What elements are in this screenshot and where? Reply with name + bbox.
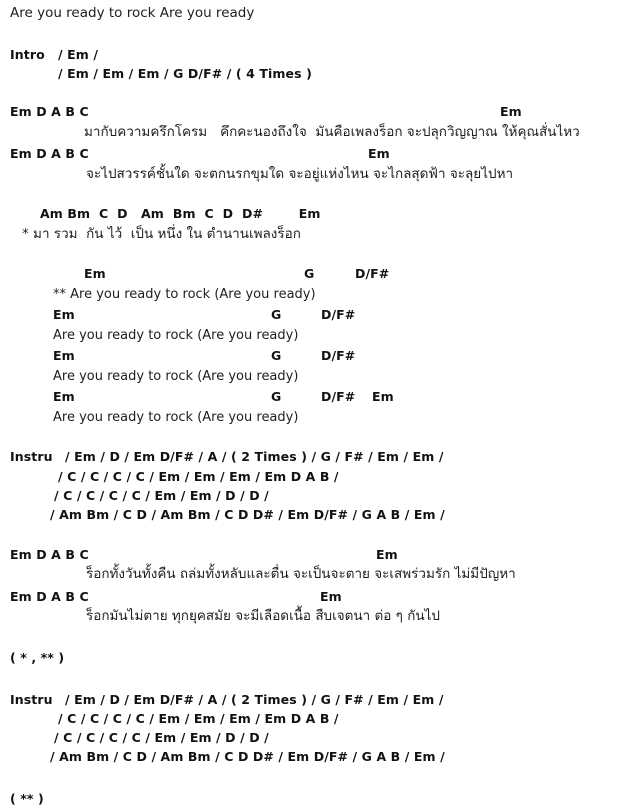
intro-line-2: / Em / Em / Em / G D/F# / ( 4 Times ) bbox=[58, 66, 312, 81]
song-title-line: Are you ready to rock Are you ready bbox=[10, 5, 255, 21]
chorus-row-1-chord-em: Em bbox=[84, 266, 106, 281]
verse2-line2-chord-right: Em bbox=[320, 589, 342, 604]
verse1-line2-lyric: จะไปสวรรค์ชั้นใด จะตกนรกขุมใด จะอยู่แห่งไหน จะไกลสุดฟ้า จะลุยไปหา bbox=[86, 166, 514, 182]
chorus-row-2-chord-dfsharp: D/F# bbox=[321, 307, 356, 322]
chorus-row-2-chord-g: G bbox=[271, 307, 282, 322]
chorus-row-4-chord-em2: Em bbox=[372, 389, 394, 404]
verse1-line2-chord-right: Em bbox=[368, 146, 390, 161]
verse2-line1-lyric: ร็อกทั้งวันทั้งคืน ถล่มทั้งหลับและตื่น จะเป็นจะตาย จะเสพร่วมรัก ไม่มีปัญหา bbox=[86, 566, 516, 582]
instru1-label: Instru bbox=[10, 449, 53, 464]
chorus-row-3-chord-em: Em bbox=[53, 348, 75, 363]
instru1-line-3: / C / C / C / C / Em / Em / D / D / bbox=[54, 488, 269, 503]
chorus-row-4-chord-dfsharp: D/F# bbox=[321, 389, 356, 404]
instru1-line-1: / Em / D / Em D/F# / A / ( 2 Times ) / G / F# / Em / Em / bbox=[65, 449, 444, 464]
chorus-row-1-lyric: ** Are you ready to rock (Are you ready) bbox=[53, 287, 316, 302]
chorus-row-3-lyric: Are you ready to rock (Are you ready) bbox=[53, 369, 299, 384]
chorus-row-4-chord-em: Em bbox=[53, 389, 75, 404]
verse1-line2-chords-left: Em D A B C bbox=[10, 146, 89, 161]
chorus-row-4-chord-g: G bbox=[271, 389, 282, 404]
chorus-row-2-lyric: Are you ready to rock (Are you ready) bbox=[53, 328, 299, 343]
verse1-line1-chords-left: Em D A B C bbox=[10, 104, 89, 119]
chorus-row-3-chord-g: G bbox=[271, 348, 282, 363]
verse2-line1-chord-right: Em bbox=[376, 547, 398, 562]
instru2-line-4: / Am Bm / C D / Am Bm / C D D# / Em D/F# / G A B / Em / bbox=[50, 749, 445, 764]
repeat-marker-1: ( * , ** ) bbox=[10, 650, 65, 665]
instru2-line-2: / C / C / C / C / Em / Em / Em / Em D A B / bbox=[58, 711, 339, 726]
chorus-row-1-chord-g: G bbox=[304, 266, 315, 281]
instru2-line-3: / C / C / C / C / Em / Em / D / D / bbox=[54, 730, 269, 745]
instru2-label: Instru bbox=[10, 692, 53, 707]
instru1-line-2: / C / C / C / C / Em / Em / Em / Em D A B / bbox=[58, 469, 339, 484]
verse2-line2-chords-left: Em D A B C bbox=[10, 589, 89, 604]
verse1-line1-lyric: มากับความครึกโครม คึกคะนองถึงใจ มันคือเพลงร็อก จะปลุกวิญญาณ ให้คุณสั่นไหว bbox=[84, 124, 580, 140]
repeat-marker-2: ( ** ) bbox=[10, 791, 44, 806]
chorus-star-chords: Am Bm C D Am Bm C D D# Em bbox=[40, 206, 321, 221]
chorus-row-3-chord-dfsharp: D/F# bbox=[321, 348, 356, 363]
verse1-line1-chord-right: Em bbox=[500, 104, 522, 119]
intro-label: Intro bbox=[10, 47, 45, 62]
chorus-row-2-chord-em: Em bbox=[53, 307, 75, 322]
verse2-line1-chords-left: Em D A B C bbox=[10, 547, 89, 562]
instru1-line-4: / Am Bm / C D / Am Bm / C D D# / Em D/F# / G A B / Em / bbox=[50, 507, 445, 522]
instru2-line-1: / Em / D / Em D/F# / A / ( 2 Times ) / G / F# / Em / Em / bbox=[65, 692, 444, 707]
chorus-row-1-chord-dfsharp: D/F# bbox=[355, 266, 390, 281]
chorus-row-4-lyric: Are you ready to rock (Are you ready) bbox=[53, 410, 299, 425]
intro-line-1: / Em / bbox=[58, 47, 98, 62]
verse2-line2-lyric: ร็อกมันไม่ตาย ทุกยุคสมัย จะมีเลือดเนื้อ สืบเจตนา ต่อ ๆ กันไป bbox=[86, 608, 440, 624]
chorus-star-lyric: * มา รวม กัน ไว้ เป็น หนึ่ง ใน ตำนานเพลงร็อก bbox=[22, 226, 301, 242]
